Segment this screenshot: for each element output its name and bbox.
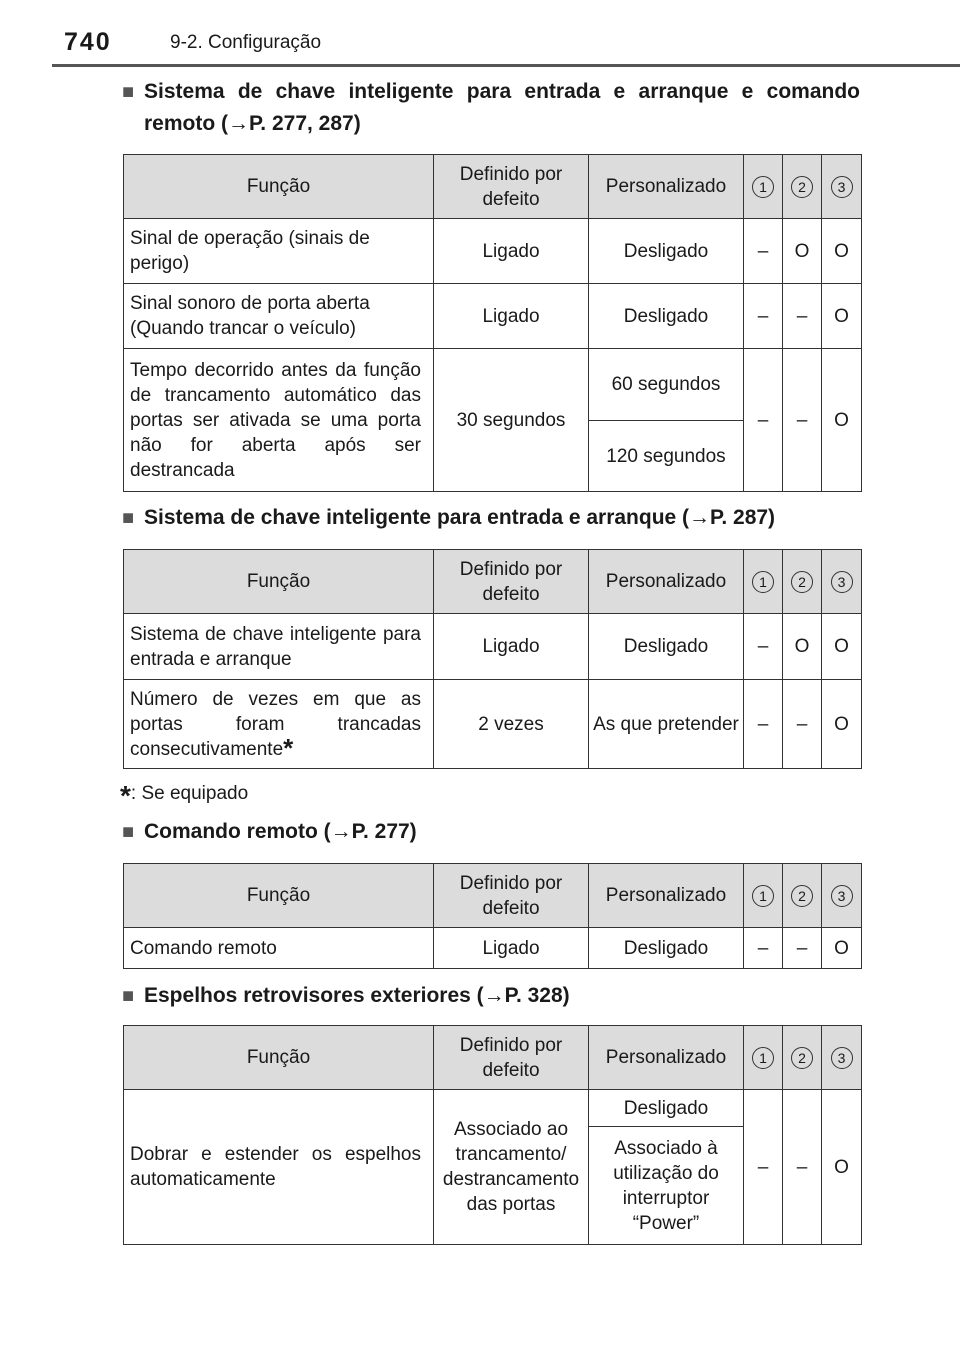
circled-1-icon: 1 <box>752 176 774 198</box>
custom-cell: Associado à utilização do interruptor “Power” <box>589 1127 744 1245</box>
arrow-icon: → <box>228 112 249 135</box>
circled-3-icon: 3 <box>831 885 853 907</box>
circled-2-icon: 2 <box>791 176 813 198</box>
circled-2-icon: 2 <box>791 1047 813 1069</box>
col-header-default: Definido por defeito <box>434 155 589 219</box>
col-header-function: Função <box>124 1026 434 1090</box>
square-bullet-icon: ■ <box>122 507 135 529</box>
col-header-custom: Personalizado <box>589 155 744 219</box>
circled-2-icon: 2 <box>791 885 813 907</box>
heading-text: Espelhos retrovisores exteriores ( <box>144 984 484 1007</box>
square-bullet-icon: ■ <box>122 81 135 103</box>
col-header-3 <box>822 864 862 928</box>
circled-3-icon: 3 <box>831 1047 853 1069</box>
default-cell: 30 segundos <box>434 349 589 492</box>
page-reference: P. 287) <box>710 506 776 529</box>
custom-cell: Desligado <box>589 928 744 969</box>
default-cell: Ligado <box>434 928 589 969</box>
custom-cell: Desligado <box>589 614 744 680</box>
table-row <box>124 349 862 421</box>
mark-cell-1: – <box>744 1090 783 1245</box>
default-cell: Ligado <box>434 284 589 349</box>
custom-cell: 120 segundos <box>589 421 744 492</box>
section-heading-3 <box>122 816 860 848</box>
circled-1-icon: 1 <box>752 885 774 907</box>
mark-cell-3: O <box>822 928 862 969</box>
col-header-1 <box>744 550 783 614</box>
col-header-2 <box>783 1026 822 1090</box>
mark-cell-1: – <box>744 928 783 969</box>
mark-cell-3: O <box>822 219 862 284</box>
table-row <box>124 284 862 349</box>
custom-cell: Desligado <box>589 219 744 284</box>
default-cell: 2 vezes <box>434 680 589 769</box>
circled-1-icon: 1 <box>752 1047 774 1069</box>
circled-3-icon: 3 <box>831 176 853 198</box>
col-header-default: Definido por defeito <box>434 864 589 928</box>
heading-text: Comando remoto ( <box>144 820 331 843</box>
custom-cell: Desligado <box>589 284 744 349</box>
function-cell: Comando remoto <box>124 928 434 969</box>
mark-cell-1: – <box>744 349 783 492</box>
default-cell: Ligado <box>434 219 589 284</box>
section-heading-4 <box>122 980 860 1012</box>
section-heading-2 <box>122 502 860 534</box>
function-cell: Dobrar e estender os espelhos automaticamente <box>124 1090 434 1245</box>
col-header-function: Função <box>124 155 434 219</box>
settings-table-2 <box>123 549 862 769</box>
function-cell: Sinal sonoro de porta aberta (Quando trancar o veículo) <box>124 284 434 349</box>
function-cell: Sistema de chave inteligente para entrada e arranque <box>124 614 434 680</box>
mark-cell-3: O <box>822 1090 862 1245</box>
page-number: 740 <box>64 28 112 56</box>
table-row <box>124 1090 862 1127</box>
col-header-1 <box>744 155 783 219</box>
arrow-icon: → <box>330 820 352 843</box>
page-reference: P. 328) <box>504 984 570 1007</box>
circled-3-icon: 3 <box>831 571 853 593</box>
mark-cell-2: O <box>783 614 822 680</box>
table-row <box>124 680 862 769</box>
col-header-default: Definido por defeito <box>434 550 589 614</box>
page-reference: P. 277) <box>351 820 417 843</box>
col-header-1 <box>744 864 783 928</box>
heading-text: Sistema de chave inteligente para entrada e arranque ( <box>144 506 690 529</box>
col-header-3 <box>822 550 862 614</box>
mark-cell-2: – <box>783 1090 822 1245</box>
settings-table-3 <box>123 863 862 969</box>
function-text: Número de vezes em que as portas foram trancadas consecutivamente <box>130 688 421 760</box>
arrow-icon: → <box>483 984 505 1007</box>
mark-cell-3: O <box>822 349 862 492</box>
mark-cell-1: – <box>744 680 783 769</box>
arrow-icon: → <box>689 506 711 529</box>
mark-cell-1: – <box>744 614 783 680</box>
settings-table-1 <box>123 154 862 492</box>
col-header-custom: Personalizado <box>589 1026 744 1090</box>
default-cell: Associado ao trancamento/ destrancamento das portas <box>434 1090 589 1245</box>
col-header-custom: Personalizado <box>589 550 744 614</box>
table-header-row <box>124 155 862 219</box>
col-header-2 <box>783 550 822 614</box>
col-header-2 <box>783 864 822 928</box>
col-header-1 <box>744 1026 783 1090</box>
footnote-marker: * <box>283 732 294 763</box>
col-header-custom: Personalizado <box>589 864 744 928</box>
custom-cell: 60 segundos <box>589 349 744 421</box>
circled-2-icon: 2 <box>791 571 813 593</box>
table-row <box>124 614 862 680</box>
table-header-row <box>124 864 862 928</box>
square-bullet-icon: ■ <box>122 985 135 1007</box>
mark-cell-3: O <box>822 614 862 680</box>
function-cell: Sinal de operação (sinais de perigo) <box>124 219 434 284</box>
page-reference: P. 277, 287) <box>249 112 361 135</box>
header-divider <box>52 64 960 67</box>
footnote-asterisk: * <box>120 780 131 811</box>
col-header-function: Função <box>124 864 434 928</box>
mark-cell-2: – <box>783 349 822 492</box>
custom-cell: Desligado <box>589 1090 744 1127</box>
table-header-row <box>124 550 862 614</box>
col-header-default: Definido por defeito <box>434 1026 589 1090</box>
square-bullet-icon: ■ <box>122 821 135 843</box>
circled-1-icon: 1 <box>752 571 774 593</box>
table-row <box>124 219 862 284</box>
mark-cell-3: O <box>822 284 862 349</box>
function-cell <box>124 680 434 769</box>
section-title: 9-2. Configuração <box>170 32 322 53</box>
function-cell: Tempo decorrido antes da função de trancamento automático das portas ser ativada se uma porta não for aberta após ser destrancada <box>124 349 434 492</box>
mark-cell-3: O <box>822 680 862 769</box>
footnote-text: : Se equipado <box>130 783 249 804</box>
col-header-function: Função <box>124 550 434 614</box>
mark-cell-2: O <box>783 219 822 284</box>
mark-cell-2: – <box>783 680 822 769</box>
mark-cell-2: – <box>783 928 822 969</box>
section-heading-1 <box>122 76 860 140</box>
mark-cell-1: – <box>744 284 783 349</box>
table-row <box>124 928 862 969</box>
heading-text: Sistema de chave inteligente para entrada e arranque e comando remoto ( <box>144 80 860 135</box>
default-cell: Ligado <box>434 614 589 680</box>
mark-cell-1: – <box>744 219 783 284</box>
settings-table-4 <box>123 1025 862 1245</box>
col-header-3 <box>822 1026 862 1090</box>
footnote <box>120 780 248 812</box>
mark-cell-2: – <box>783 284 822 349</box>
col-header-2 <box>783 155 822 219</box>
col-header-3 <box>822 155 862 219</box>
custom-cell: As que pretender <box>589 680 744 769</box>
table-header-row <box>124 1026 862 1090</box>
